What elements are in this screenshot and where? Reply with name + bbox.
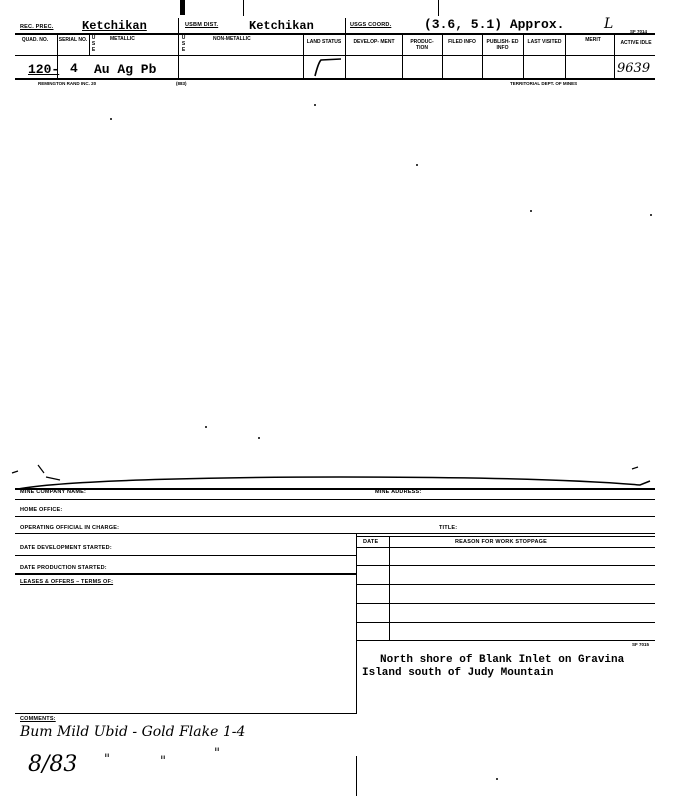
rule xyxy=(357,603,655,604)
scan-speck xyxy=(110,118,112,120)
quad-no-header: QUAD. NO. xyxy=(21,37,49,43)
rec-prec-value: Ketchikan xyxy=(82,19,147,33)
col-divider xyxy=(356,756,357,796)
usbm-dist-label: USBM DIST. xyxy=(185,22,219,28)
printer-code: (883) xyxy=(176,81,187,86)
use-letters-metallic: U S E xyxy=(91,35,96,53)
scan-speck xyxy=(205,426,207,428)
comment-date: 8/83 xyxy=(28,752,78,777)
published-info-header: PUBLISH- ED INFO xyxy=(486,39,519,51)
rule xyxy=(357,536,655,537)
quad-value: 120- xyxy=(28,62,60,77)
comments-label: COMMENTS: xyxy=(20,716,56,722)
col-divider xyxy=(303,34,304,78)
rule xyxy=(15,555,357,556)
last-visited-header: LAST VISITED xyxy=(527,39,562,45)
date-production-label: DATE PRODUCTION STARTED: xyxy=(20,565,107,571)
location-line-1: North shore of Blank Inlet on Gravina xyxy=(380,654,625,666)
serial-value: 4 xyxy=(70,61,78,76)
filed-info-header: FILED INFO xyxy=(448,39,476,45)
date-development-label: DATE DEVELOPMENT STARTED: xyxy=(20,545,112,551)
right-number: 9639 xyxy=(617,61,651,76)
ditto-mark: " xyxy=(104,752,110,767)
non-metallic-header: NON-METALLIC xyxy=(213,36,251,42)
mine-company-label: MINE COMPANY NAME: xyxy=(20,489,87,495)
ditto-mark: " xyxy=(160,754,166,769)
scan-speck xyxy=(496,778,498,780)
date-header: DATE xyxy=(363,539,379,545)
printer-footer: REMINGTON RAND INC. 20 xyxy=(38,81,97,86)
ditto-mark: " xyxy=(214,746,220,761)
form-number-top: SF 7014 xyxy=(630,29,648,34)
rule xyxy=(357,640,655,641)
col-divider xyxy=(482,34,483,78)
rule xyxy=(15,573,357,575)
col-divider xyxy=(402,34,403,78)
form-number-bottom: SF 7015 xyxy=(632,642,650,647)
rule xyxy=(357,584,655,585)
metallic-value: Au Ag Pb xyxy=(94,62,157,77)
land-status-checkmark xyxy=(305,56,347,78)
card-tab-mark xyxy=(180,0,185,15)
rule xyxy=(357,565,655,566)
use-letters-nonmetallic: U S E xyxy=(181,35,186,53)
title-label: TITLE: xyxy=(439,525,458,531)
card-tab-line xyxy=(438,0,439,16)
rule xyxy=(15,78,655,80)
col-divider xyxy=(614,34,615,78)
col-divider xyxy=(389,536,390,640)
rule xyxy=(15,499,655,500)
merit-header: MERIT xyxy=(585,37,601,43)
check-mark: L xyxy=(604,16,614,32)
scan-speck xyxy=(314,104,316,106)
rule xyxy=(15,33,655,35)
rec-prec-label: REC. PREC. xyxy=(20,24,54,30)
card-tab-line xyxy=(243,0,244,16)
rule xyxy=(15,516,655,517)
scan-speck xyxy=(258,437,260,439)
usbm-dist-value: Ketchikan xyxy=(249,19,314,33)
usgs-coord-label: USGS COORD. xyxy=(350,22,392,28)
comment-line-1: Bum Mild Ubid - Gold Flake 1-4 xyxy=(20,724,246,740)
location-line-2: Island south of Judy Mountain xyxy=(362,667,554,679)
development-header: DEVELOP- MENT xyxy=(353,39,395,45)
operating-official-label: OPERATING OFFICIAL IN CHARGE: xyxy=(20,525,120,531)
col-divider xyxy=(523,34,524,78)
scan-speck xyxy=(416,164,418,166)
rule xyxy=(15,533,655,534)
rule xyxy=(15,713,357,714)
reason-header: REASON FOR WORK STOPPAGE xyxy=(455,539,547,545)
active-idle-header: ACTIVE IDLE xyxy=(620,40,652,46)
rule xyxy=(15,488,655,490)
rule xyxy=(357,622,655,623)
scan-speck xyxy=(650,214,652,216)
leases-label: LEASES & OFFERS – TERMS OF: xyxy=(20,579,114,585)
rule xyxy=(357,547,655,548)
col-divider xyxy=(442,34,443,78)
metallic-header: METALLIC xyxy=(110,36,135,42)
home-office-label: HOME OFFICE: xyxy=(20,507,63,513)
scan-speck xyxy=(530,210,532,212)
col-divider xyxy=(565,34,566,78)
mine-address-label: MINE ADDRESS: xyxy=(375,489,422,495)
col-divider xyxy=(89,34,90,55)
dept-footer: TERRITORIAL DEPT. OF MINES xyxy=(510,81,578,86)
col-divider xyxy=(356,533,357,713)
col-divider xyxy=(178,18,179,78)
serial-no-header: SERIAL NO. xyxy=(58,37,88,43)
usgs-coord-value: (3.6, 5.1) Approx. xyxy=(424,17,565,32)
land-status-header: LAND STATUS xyxy=(306,39,342,45)
production-header: PRODUC- TION xyxy=(410,39,434,51)
